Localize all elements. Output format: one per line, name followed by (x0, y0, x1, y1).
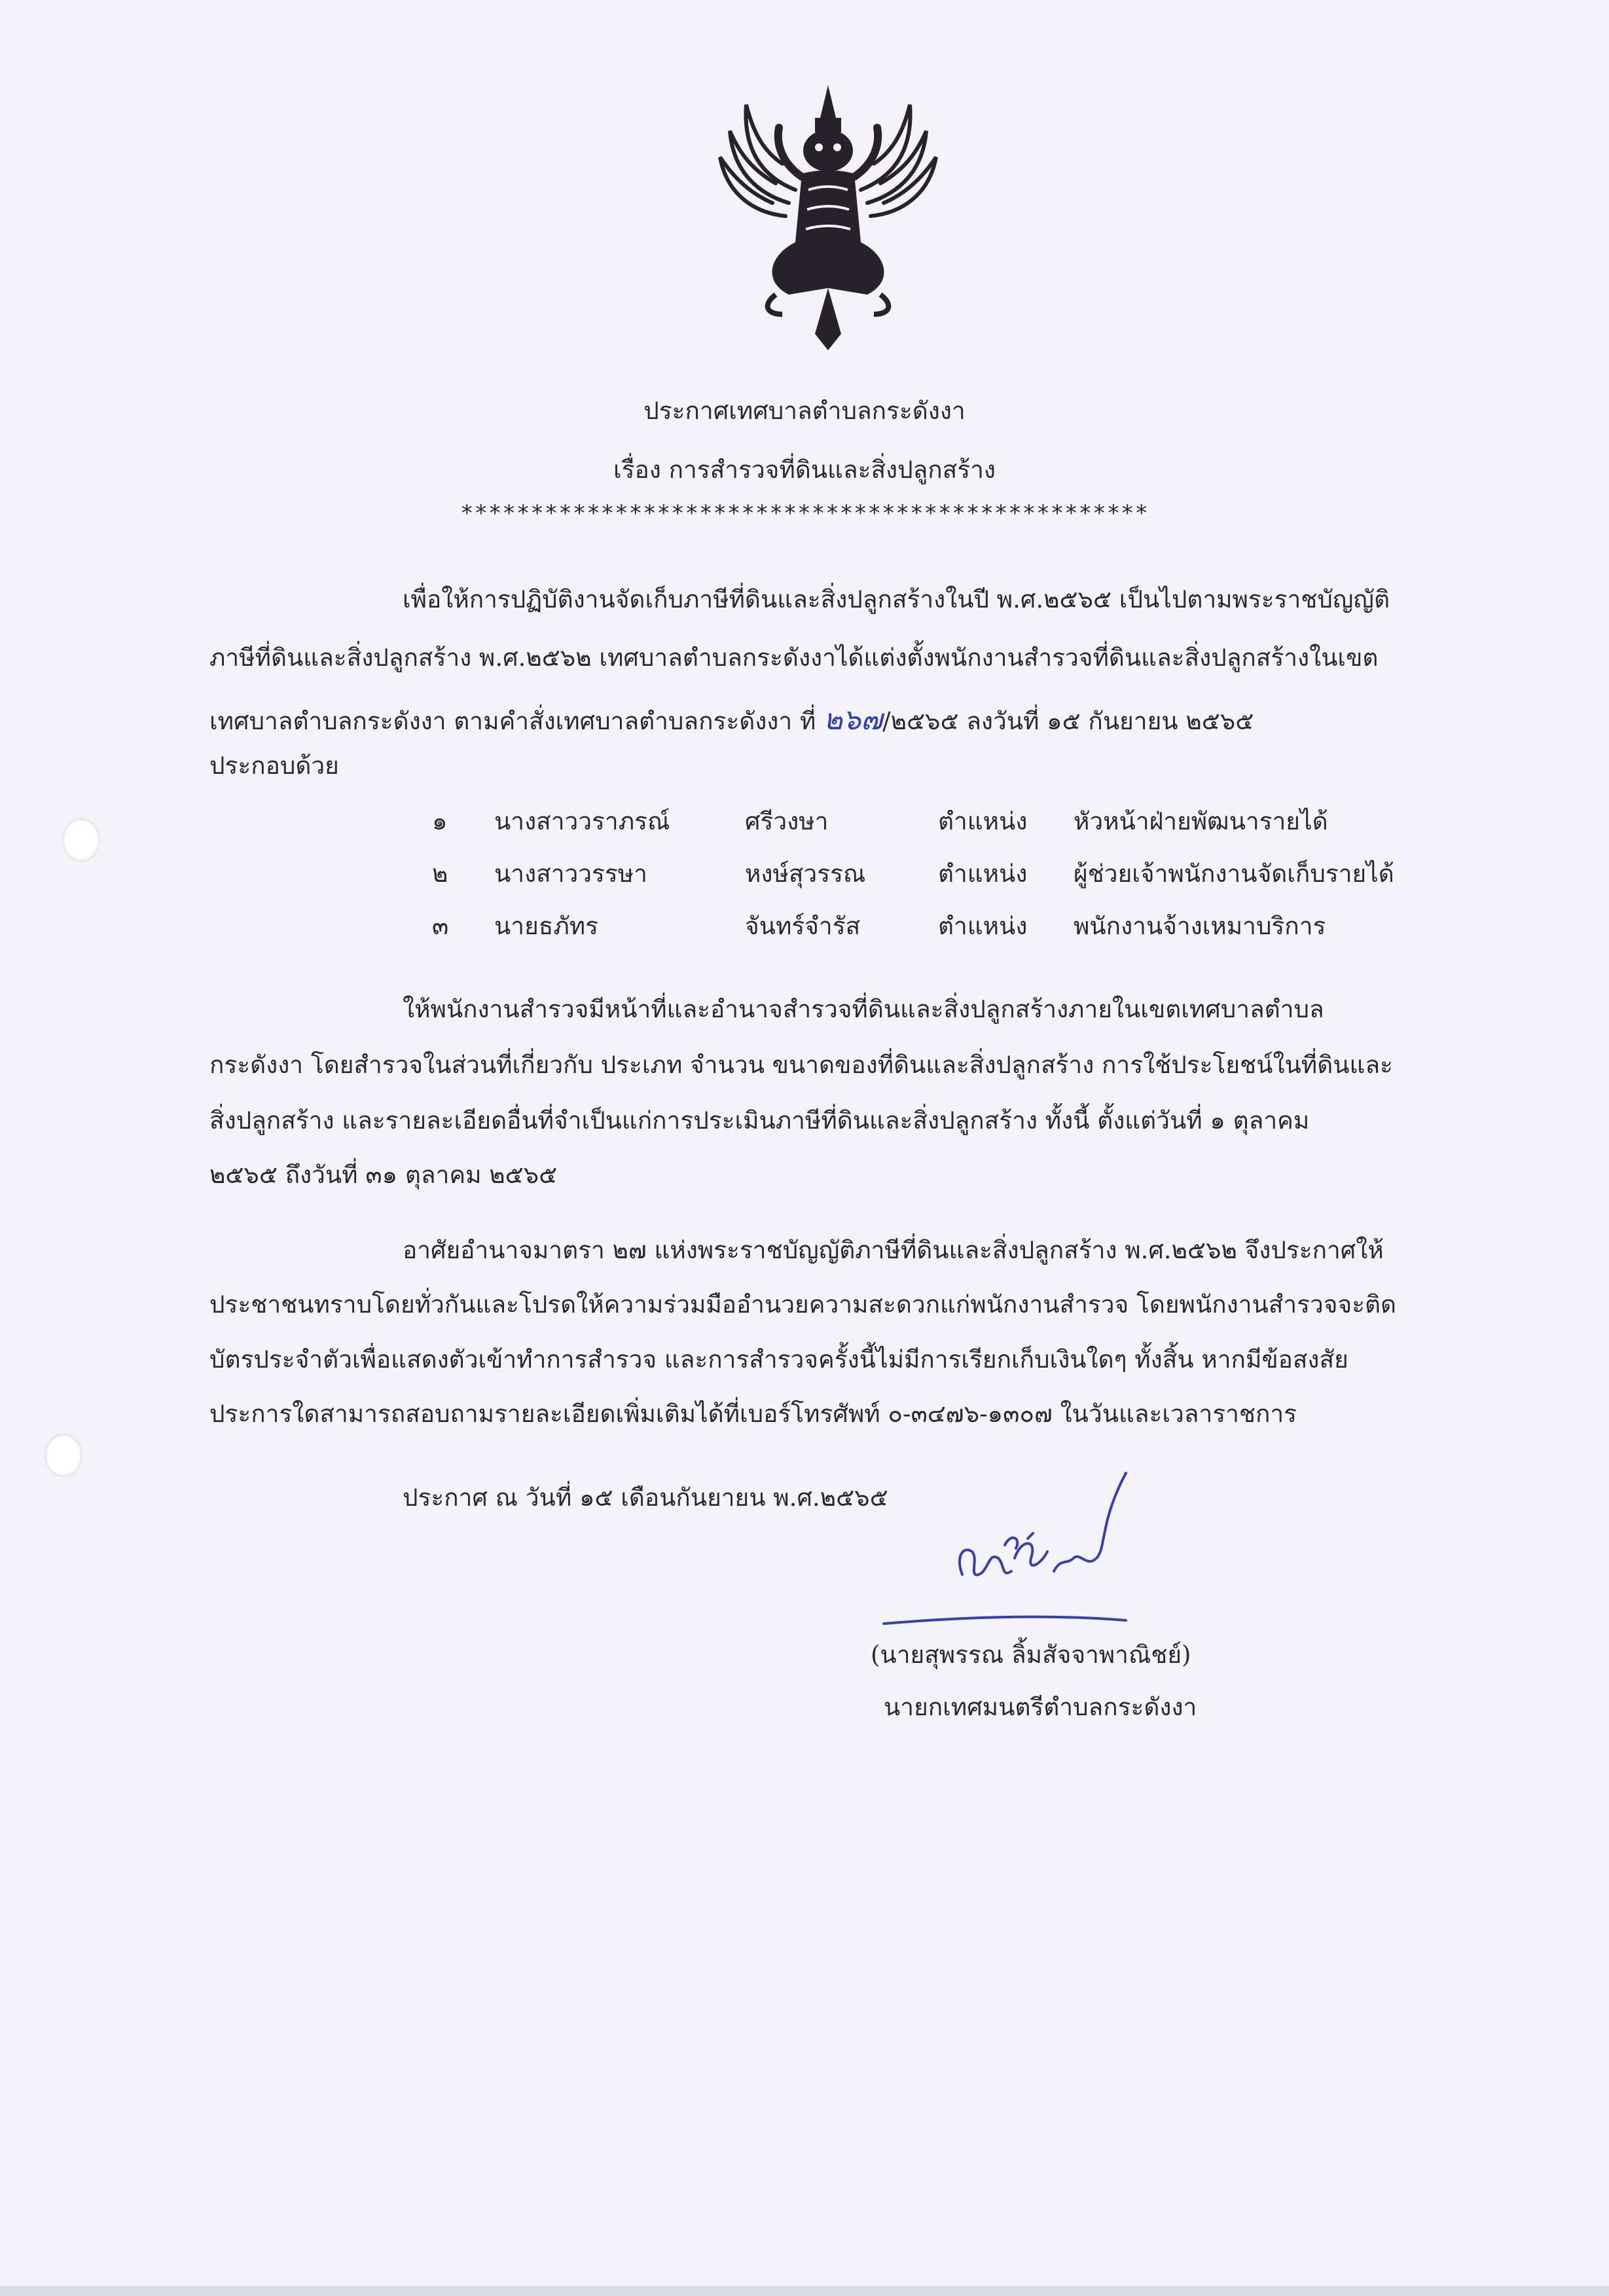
member-surname: ศรีวงษา (745, 807, 829, 835)
paragraph2-line3: สิ่งปลูกสร้าง และรายละเอียดอื่นที่จำเป็นแก่การประเมินภาษีที่ดินและสิ่งปลูกสร้าง ทั้งนี้ ตั้งแต่วันที่ ๑ ตุลาคม (209, 1106, 1310, 1135)
scan-bottom-edge (0, 2286, 1609, 2296)
member-surname: จันทร์จำรัส (745, 912, 861, 940)
member-name: นางสาววราภรณ์ (494, 807, 670, 835)
paragraph3-line2: ประชาชนทราบโดยทั่วกันและโปรดให้ความร่วมมืออำนวยความสะดวกแก่พนักงานสำรวจ โดยพนักงานสำรวจจะติด (209, 1290, 1397, 1319)
paragraph1-line3 (209, 697, 1254, 742)
member-position: ผู้ช่วยเจ้าพนักงานจัดเก็บรายได้ (1074, 860, 1394, 888)
paragraph1-line3-prefix: เทศบาลตำบลกระดังงา ตามคำสั่งเทศบาลตำบลกระดังงา ที่ (209, 707, 816, 735)
member-position-label: ตำแหน่ง (938, 807, 1028, 835)
paragraph1-line2: ภาษีที่ดินและสิ่งปลูกสร้าง พ.ศ.๒๕๖๒ เทศบาลตำบลกระดังงาได้แต่งตั้งพนักงานสำรวจที่ดินและสิ่งปลูกสร้างในเขต (209, 644, 1379, 672)
member-surname: หงษ์สุวรรณ (745, 860, 866, 888)
paragraph1-line3-suffix: /๒๕๖๕ ลงวันที่ ๑๕ กันยายน ๒๕๖๕ (882, 707, 1254, 735)
garuda-emblem-icon (697, 79, 959, 354)
member-position: พนักงานจ้างเหมาบริการ (1074, 912, 1326, 940)
paragraph1-line1: เพื่อให้การปฏิบัติงานจัดเก็บภาษีที่ดินและสิ่งปลูกสร้างในปี พ.ศ.๒๕๖๕ เป็นไปตามพระราชบัญญัติ (403, 585, 1390, 613)
punch-hole-bottom (45, 1434, 82, 1477)
signatory-name: (นายสุพรรณ ลิ้มสัจจาพาณิชย์) (871, 1641, 1191, 1669)
paragraph2-line4: ๒๕๖๕ ถึงวันที่ ๓๑ ตุลาคม ๒๕๖๕ (209, 1161, 558, 1189)
member-name: นางสาววรรษา (494, 860, 647, 888)
member-position-label: ตำแหน่ง (938, 912, 1028, 940)
announcement-subject: เรื่อง การสำรวจที่ดินและสิ่งปลูกสร้าง (613, 456, 996, 484)
member-no: ๑ (432, 807, 448, 835)
member-name: นายธภัทร (494, 912, 598, 940)
signatory-title: นายกเทศมนตรีตำบลกระดังงา (884, 1693, 1197, 1721)
paragraph3-line1: อาศัยอำนาจมาตรา ๒๗ แห่งพระราชบัญญัติภาษีที่ดินและสิ่งปลูกสร้าง พ.ศ.๒๕๖๒ จึงประกาศให้ (403, 1236, 1384, 1264)
handwritten-signature (864, 1460, 1159, 1637)
paragraph2-line2: กระดังงา โดยสำรวจในส่วนที่เกี่ยวกับ ประเภท จำนวน ขนาดของที่ดินและสิ่งปลูกสร้าง การใช้ประโยชน์ในที่ดินและ (209, 1051, 1393, 1079)
member-no: ๒ (432, 860, 448, 888)
paragraph3-line4: ประการใดสามารถสอบถามรายละเอียดเพิ่มเติมได้ที่เบอร์โทรศัพท์ ๐-๓๔๗๖-๑๓๐๗ ในวันและเวลาราชการ (209, 1400, 1297, 1428)
member-no: ๓ (432, 912, 449, 940)
order-number-handwritten: ๒๖๗ (823, 703, 883, 737)
announcement-title: ประกาศเทศบาลตำบลกระดังงา (643, 397, 966, 425)
punch-hole-top (62, 818, 100, 862)
paragraph2-line1: ให้พนักงานสำรวจมีหน้าที่และอำนาจสำรวจที่ดินและสิ่งปลูกสร้างภายในเขตเทศบาลตำบล (403, 995, 1324, 1023)
separator-line: ************************************************* (460, 500, 1149, 526)
announce-date: ประกาศ ณ วันที่ ๑๕ เดือนกันยายน พ.ศ.๒๕๖๕ (403, 1484, 888, 1512)
paragraph3-line3: บัตรประจำตัวเพื่อแสดงตัวเข้าทำการสำรวจ และการสำรวจครั้งนี้ไม่มีการเรียกเก็บเงินใดๆ ทั้งสิ้น หากมีข้อสงสัย (209, 1345, 1348, 1374)
member-position: หัวหน้าฝ่ายพัฒนารายได้ (1074, 807, 1328, 835)
paragraph1-line4: ประกอบด้วย (209, 752, 339, 780)
member-position-label: ตำแหน่ง (938, 860, 1028, 888)
